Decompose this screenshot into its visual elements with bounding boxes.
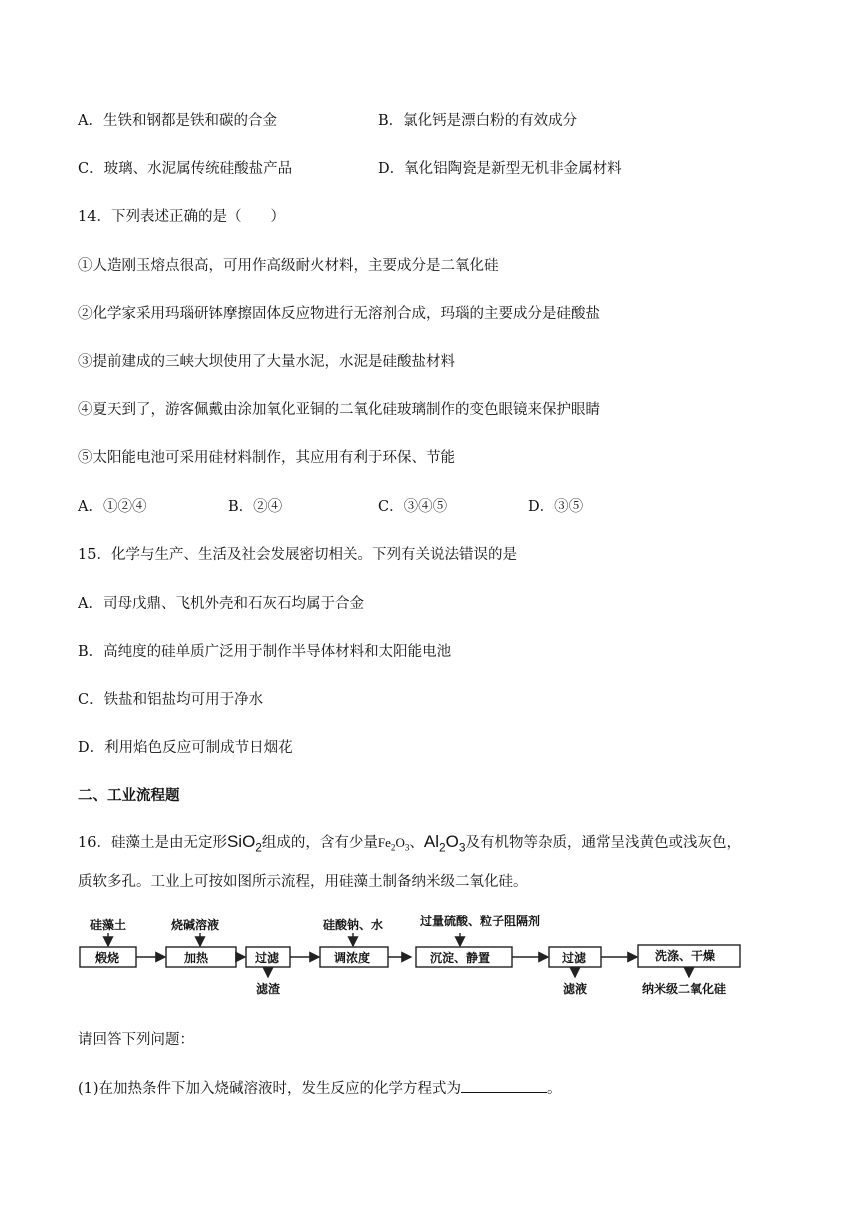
step-precipitate: 沉淀、静置 [430,951,491,965]
q16-prefix: 16．硅藻土是由无定形 [78,835,227,851]
q13-option-c: C．玻璃、水泥属传统硅酸盐产品 [78,161,293,177]
step-calcine: 煅烧 [95,951,120,965]
q16-subquestion-1: (1)在加热条件下加入烧碱溶液时，发生反应的化学方程式为 。 [78,1078,562,1099]
q16-sep: 、 [409,835,424,851]
q16-prompt: 请回答下列问题： [78,1032,194,1048]
q16-mid2: 及有机物等杂质，通常呈浅黄色或浅灰色， [465,835,742,851]
q15-option-c: C．铁盐和铝盐均可用于净水 [78,692,264,708]
process-flowchart [78,915,778,1005]
q15-option-a: A．司母戊鼎、飞机外壳和石灰石均属于合金 [78,596,364,612]
step-filter-1: 过滤 [255,951,280,965]
input-naoh: 烧碱溶液 [171,918,220,932]
q14-option-b: B．②④ [228,499,283,515]
output-residue: 滤渣 [256,982,281,996]
sio2-formula: SiO$_2$ [226,832,262,855]
q16-line-2: 质软多孔。工业上可按如图所示流程，用硅藻土制备纳米级二氧化硅。 [78,874,528,890]
q14-option-d: D．③⑤ [528,499,584,515]
q14-item-3: ③提前建成的三峡大坝使用了大量水泥，水泥是硅酸盐材料 [78,354,455,370]
q15-option-d: D．利用焰色反应可制成节日烟花 [78,740,293,756]
q14-item-2: ②化学家采用玛瑙研钵摩擦固体反应物进行无溶剂合成，玛瑙的主要成分是硅酸盐 [78,306,600,322]
al2o3-formula: $Al_2O_3$ [423,832,466,855]
q14-item-1: ①人造刚玉熔点很高，可用作高级耐火材料，主要成分是二氧化硅 [78,258,499,274]
output-nano-silica: 纳米级二氧化硅 [642,982,727,996]
answer-blank[interactable] [461,1078,547,1093]
q13-option-a: A．生铁和钢都是铁和碳的合金 [78,113,277,129]
input-acid-agent: 过量硫酸、粒子阻隔剂 [420,915,541,928]
input-diatomite: 硅藻土 [90,918,127,932]
output-filtrate: 滤液 [563,982,588,996]
q14-item-4: ④夏天到了，游客佩戴由涂加氧化亚铜的二氧化硅玻璃制作的变色眼镜来保护眼睛 [78,402,600,418]
q13-option-b: B．氯化钙是漂白粉的有效成分 [378,113,578,129]
q16-mid1: 组成的，含有少量 [261,835,378,851]
q15-stem: 15．化学与生产、生活及社会发展密切相关。下列有关说法错误的是 [78,547,517,563]
input-silicate-water: 硅酸钠、水 [323,918,384,932]
q14-option-c: C．③④⑤ [378,499,448,515]
q14-stem: 14．下列表述正确的是（ ） [78,209,285,225]
section-title: 二、工业流程题 [78,788,180,804]
step-filter-2: 过滤 [562,951,587,965]
step-adjust-concentration: 调浓度 [334,951,371,965]
q15-option-b: B．高纯度的硅单质广泛用于制作半导体材料和太阳能电池 [78,644,452,660]
step-heat: 加热 [184,951,209,965]
fe2o3-formula: $Fe_2O_3$ [377,835,410,853]
q14-item-5: ⑤太阳能电池可采用硅材料制作，其应用有利于环保、节能 [78,450,455,466]
q14-option-a: A．①②④ [78,499,147,515]
step-wash-dry: 洗涤、干燥 [655,949,716,963]
q16-line-1 [78,832,741,858]
q13-option-d: D．氧化铝陶瓷是新型无机非金属材料 [378,161,622,177]
